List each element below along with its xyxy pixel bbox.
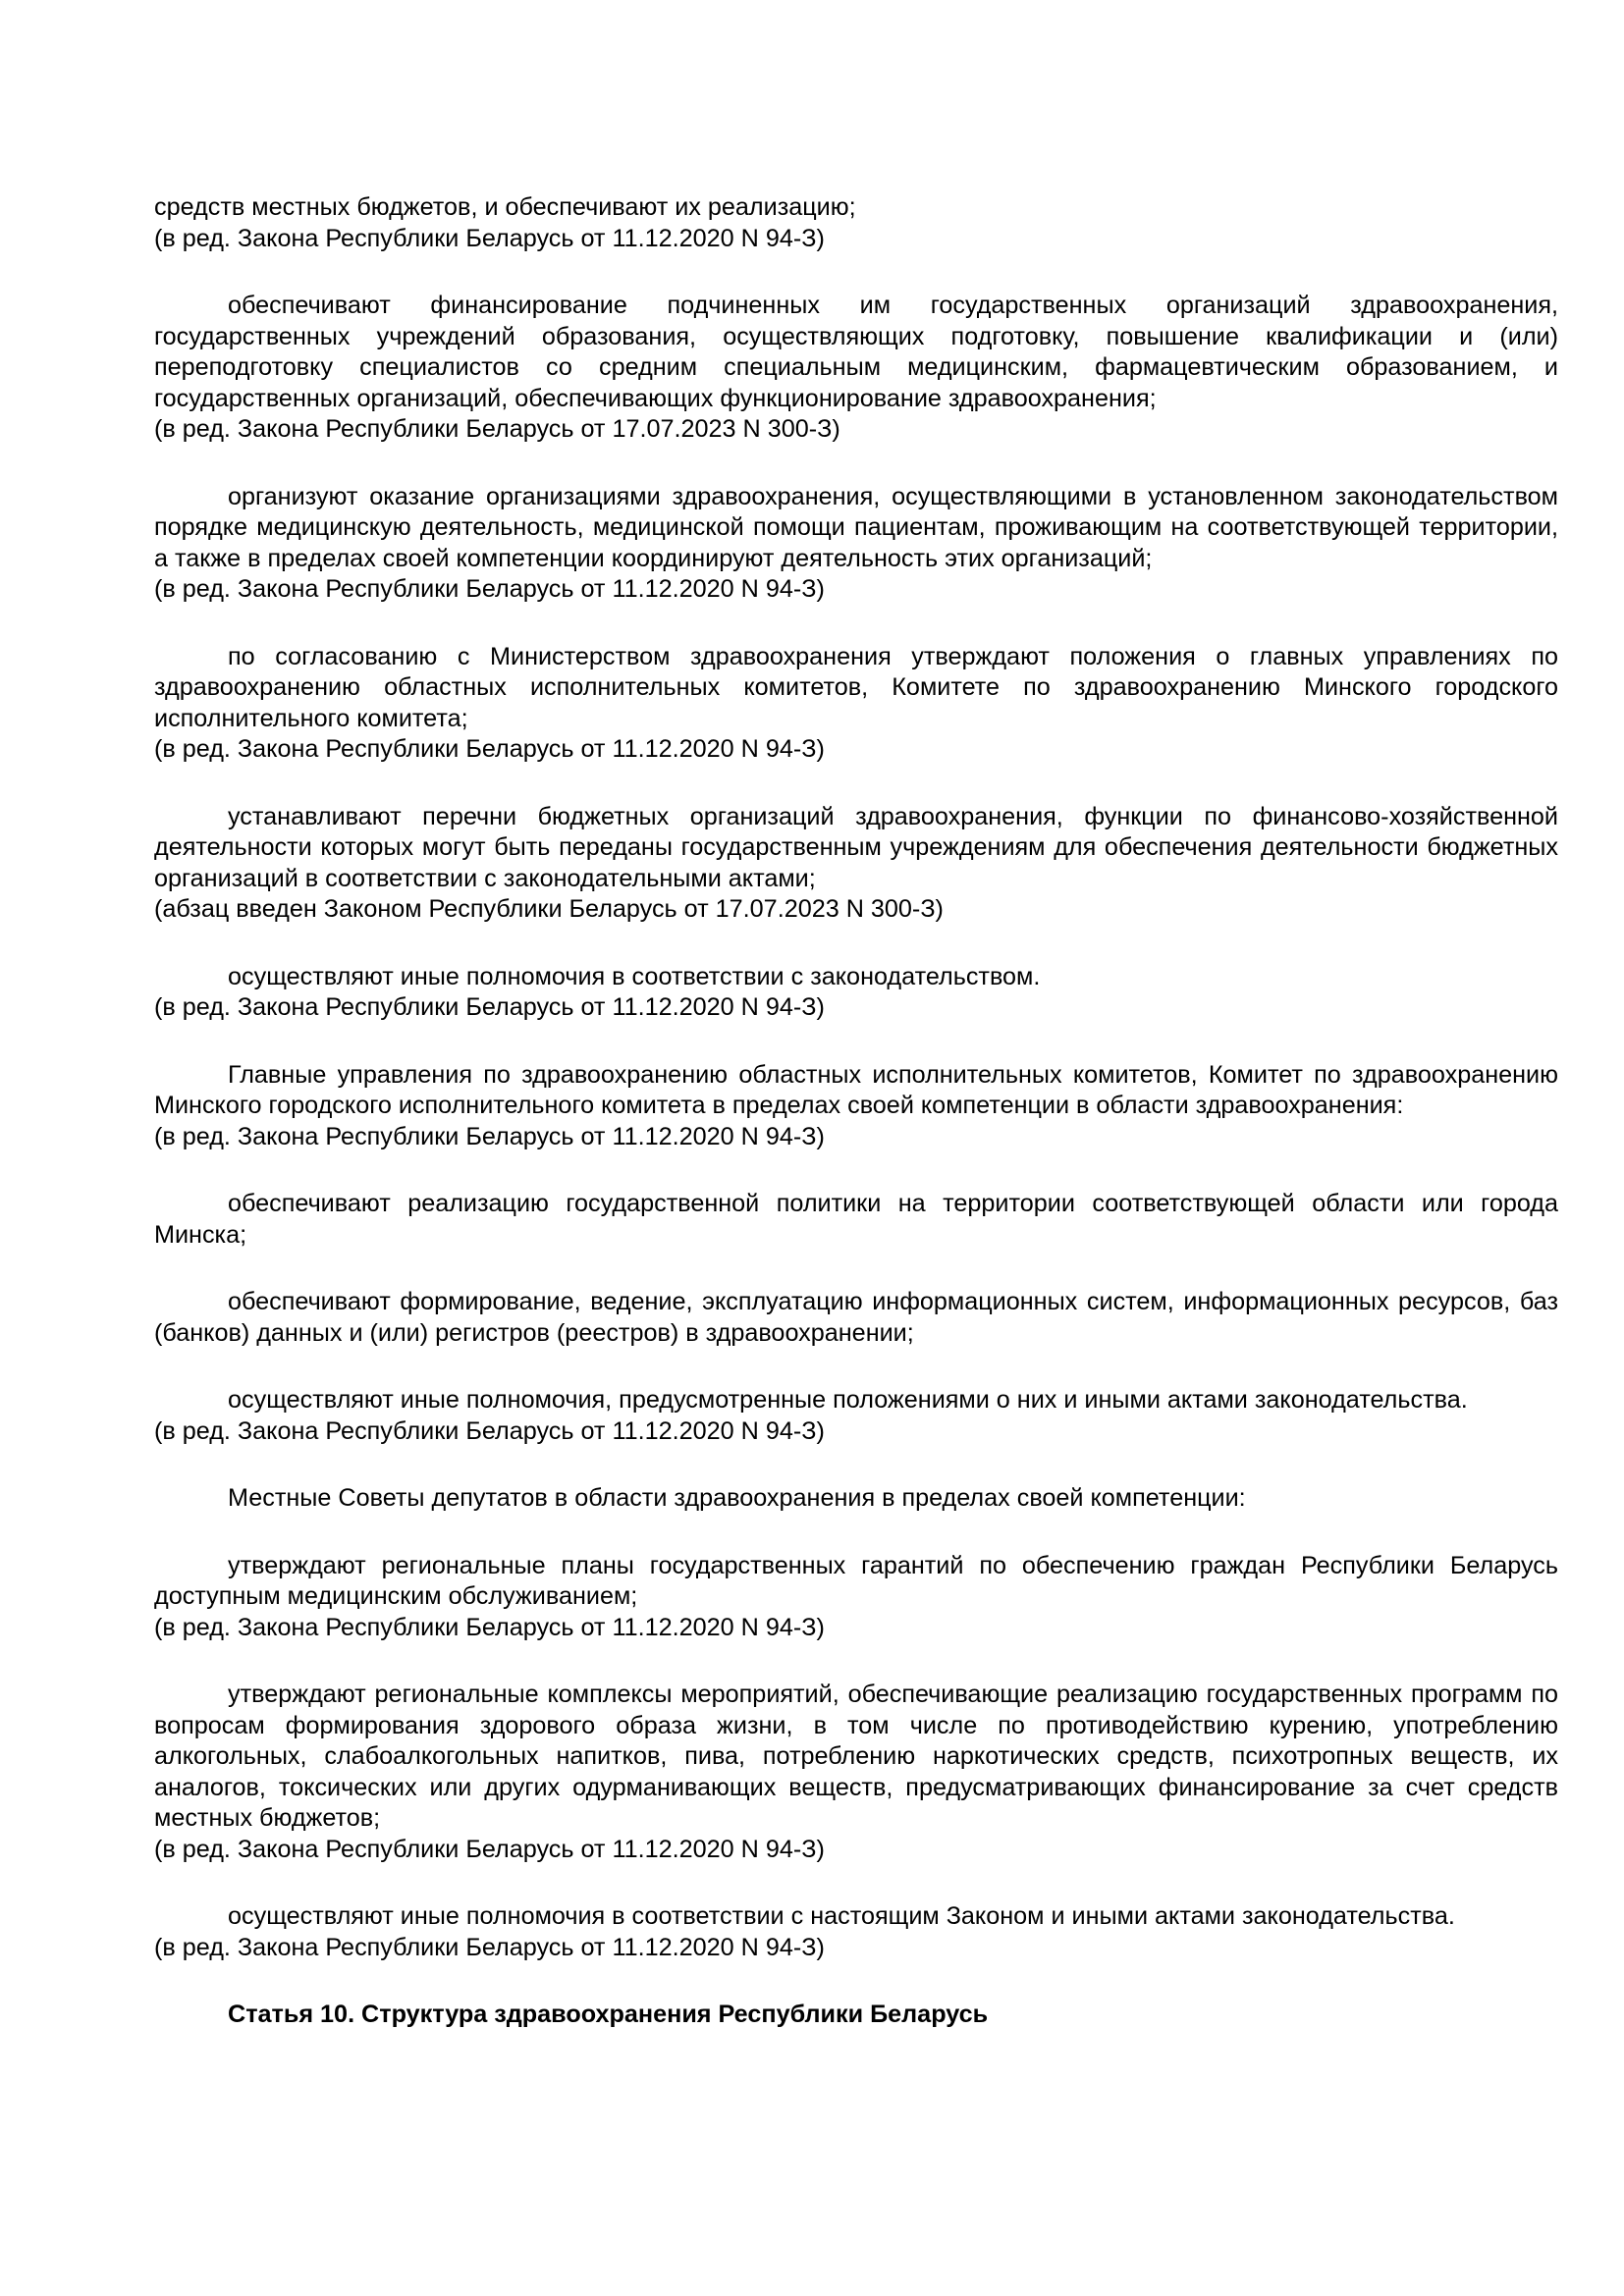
document-page [154,192,1558,2031]
paragraph-text: обеспечивают формирование, ведение, эксплуатацию информационных систем, информационных ресурсов, баз (банков) данных и (или) регистров (реестров) в здравоохранении; [154,1288,1558,1347]
paragraph-block [154,482,1558,606]
paragraph-block [154,1189,1558,1251]
amendment-note: (в ред. Закона Республики Беларусь от 11.12.2020 N 94-З) [154,1122,825,1150]
amendment-note: (абзац введен Законом Республики Беларусь от 17.07.2023 N 300-З) [154,895,944,923]
paragraph-text: обеспечивают финансирование подчиненных им государственных организаций здравоохранения, государственных учреждений образования, осуществляющих подготовку, повышение квалификации и (или) переподготовку специалистов со средним специальным медицинским, фармацевтическим образованием, и государственных организаций, обеспечивающих функционирование здравоохранения; [154,292,1558,412]
amendment-note: (в ред. Закона Республики Беларусь от 17.07.2023 N 300-З) [154,415,840,443]
paragraph-block [154,291,1558,446]
paragraph-block [154,1385,1558,1447]
amendment-note: (в ред. Закона Республики Беларусь от 11.12.2020 N 94-З) [154,735,825,763]
paragraph-text: осуществляют иные полномочия в соответствии с настоящим Законом и иными актами законодательства. [228,1902,1455,1930]
paragraph-text: средств местных бюджетов, и обеспечивают их реализацию; [154,193,856,221]
paragraph-text: по согласованию с Министерством здравоохранения утверждают положения о главных управлениях по здравоохранению областных исполнительных комитетов, Комитете по здравоохранению Минского городского исполнительного комитета; [154,642,1558,732]
paragraph-text: Главные управления по здравоохранению областных исполнительных комитетов, Комитет по здравоохранению Минского городского исполнительного комитета в пределах своей компетенции в области здравоохранения: [154,1060,1558,1119]
amendment-note: (в ред. Закона Республики Беларусь от 11.12.2020 N 94-З) [154,575,825,603]
document-body [154,192,1558,1963]
paragraph-block [154,1060,1558,1153]
paragraph-text: осуществляют иные полномочия в соответствии с законодательством. [228,962,1041,990]
paragraph-block [154,642,1558,766]
paragraph-text: обеспечивают реализацию государственной политики на территории соответствующей области или города Минска; [154,1190,1558,1249]
paragraph-text: организуют оказание организациями здравоохранения, осуществляющими в установленном законодательством порядке медицинскую деятельность, медицинской помощи пациентам, проживающим на соответствующей территории, а также в пределах своей компетенции координируют деятельность этих организаций; [154,482,1558,572]
amendment-note: (в ред. Закона Республики Беларусь от 11.12.2020 N 94-З) [154,1835,825,1863]
paragraph-block [154,802,1558,926]
paragraph-block [154,192,1558,254]
paragraph-block [154,1483,1558,1515]
paragraph-block [154,1551,1558,1644]
amendment-note: (в ред. Закона Республики Беларусь от 11.12.2020 N 94-З) [154,224,825,252]
paragraph-text: утверждают региональные комплексы мероприятий, обеспечивающие реализацию государственных программ по вопросам формирования здорового образа жизни, в том числе по противодействию курению, употреблению алкогольных, слабоалкогольных напитков, пива, потреблению наркотических средств, психотропных веществ, их аналогов, токсических или других одурманивающих веществ, предусматривающих финансирование за счет средств местных бюджетов; [154,1681,1558,1832]
amendment-note: (в ред. Закона Республики Беларусь от 11.12.2020 N 94-З) [154,1416,825,1445]
article-heading: Статья 10. Структура здравоохранения Республики Беларусь [228,2001,989,2028]
paragraph-text: осуществляют иные полномочия, предусмотренные положениями о них и иными актами законодательства. [228,1386,1468,1414]
amendment-note: (в ред. Закона Республики Беларусь от 11.12.2020 N 94-З) [154,1933,825,1961]
paragraph-block [154,1680,1558,1865]
paragraph-block [154,1901,1558,1963]
paragraph-block [154,962,1558,1024]
paragraph-text: утверждают региональные планы государственных гарантий по обеспечению граждан Республики Беларусь доступным медицинским обслуживанием; [154,1551,1558,1610]
paragraph-text: устанавливают перечни бюджетных организаций здравоохранения, функции по финансово-хозяйственной деятельности которых могут быть переданы государственным учреждениям для обеспечения деятельности бюджетных организаций в соответствии с законодательными актами; [154,802,1558,892]
paragraph-block [154,1287,1558,1349]
paragraph-text: Местные Советы депутатов в области здравоохранения в пределах своей компетенции: [228,1484,1246,1512]
amendment-note: (в ред. Закона Республики Беларусь от 11.12.2020 N 94-З) [154,1613,825,1641]
amendment-note: (в ред. Закона Республики Беларусь от 11.12.2020 N 94-З) [154,993,825,1021]
